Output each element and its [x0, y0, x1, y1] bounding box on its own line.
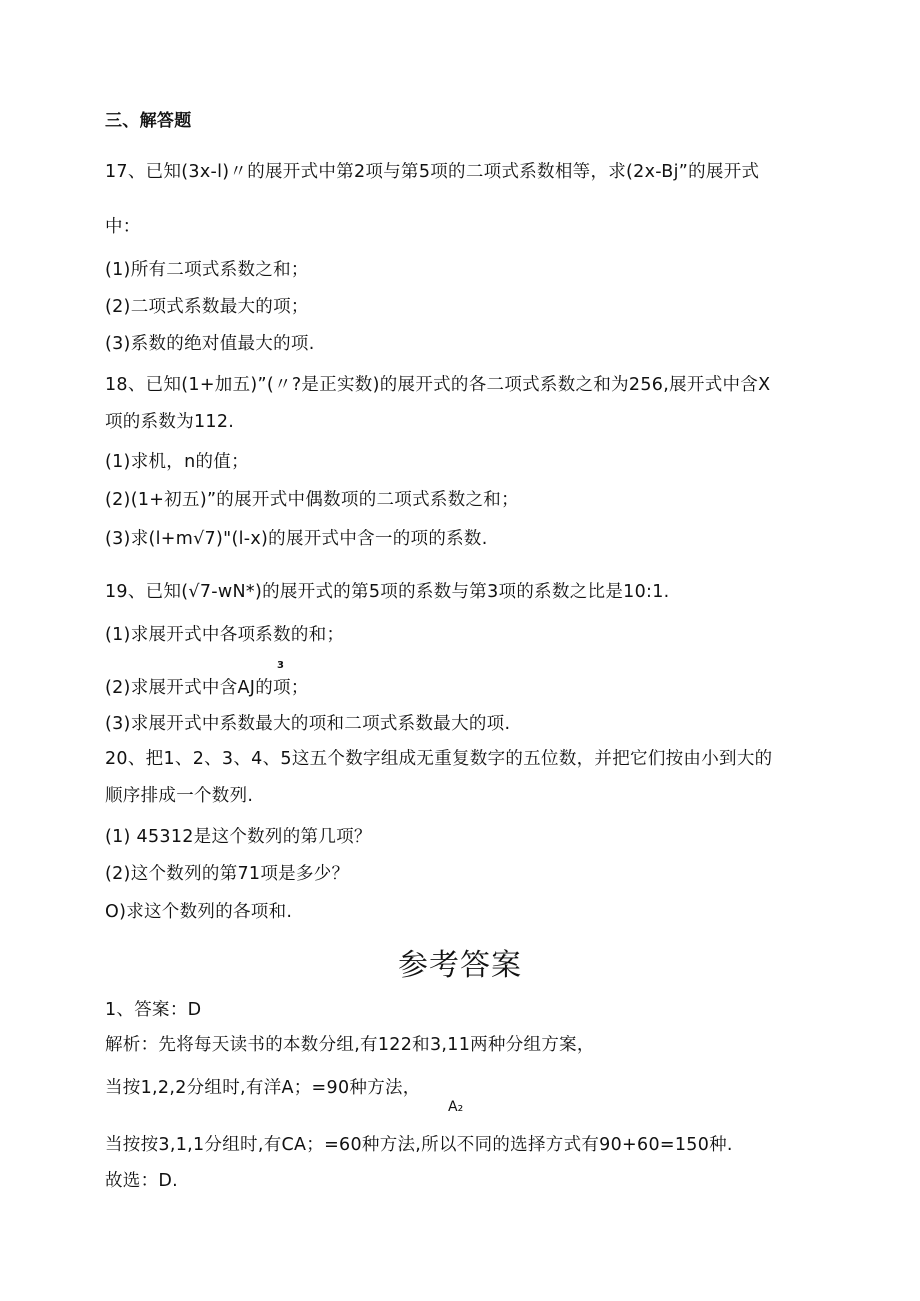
q19-part2-superscript: 3	[277, 660, 284, 671]
q17-part1: (1)所有二项式系数之和；	[105, 260, 309, 280]
q17-stem-line2: 中：	[105, 217, 141, 237]
q19-part1: (1)求展开式中各项系数的和；	[105, 625, 345, 645]
q19-part2: (2)求展开式中含AJ的项；	[105, 678, 309, 698]
answer1-line1: 1、答案：D	[105, 1000, 202, 1020]
answer1-line3-subscript: A₂	[448, 1099, 464, 1115]
q17-stem-line1: 17、已知(3x-l)〃的展开式中第2项与第5项的二项式系数相等，求(2x-Bj”的展开式	[105, 162, 760, 182]
q20-stem-line2: 顺序排成一个数列.	[105, 786, 254, 806]
q19-stem: 19、已知(√7-wN*)的展开式的第5项的系数与第3项的系数之比是10:1.	[105, 582, 670, 602]
section-heading: 三、解答题	[105, 111, 192, 131]
q20-part1: (1) 45312是这个数列的第几项？	[105, 827, 372, 847]
q20-part2: (2)这个数列的第71项是多少？	[105, 864, 350, 884]
q18-part2: (2)(1+初五)”的展开式中偶数项的二项式系数之和；	[105, 490, 519, 510]
q19-part3: (3)求展开式中系数最大的项和二项式系数最大的项.	[105, 714, 511, 734]
q17-part3: (3)系数的绝对值最大的项.	[105, 334, 315, 354]
answer1-line5: 故选：D.	[105, 1171, 179, 1191]
q18-part3: (3)求(l+m√7)"(l-x)的展开式中含一的项的系数.	[105, 529, 488, 549]
answer1-line3: 当按1,2,2分组时,有洋A；=90种方法，	[105, 1078, 421, 1098]
answer1-line4: 当按按3,1,1分组时,有CA；=60种方法,所以不同的选择方式有90+60=150种.	[105, 1135, 733, 1155]
q17-part2: (2)二项式系数最大的项；	[105, 297, 309, 317]
q18-stem-line1: 18、已知(1+加五)”(〃?是正实数)的展开式的各二项式系数之和为256,展开式中含X	[105, 375, 771, 395]
answer1-line2: 解析：先将每天读书的本数分组,有122和3,11两种分组方案，	[105, 1035, 595, 1055]
q18-part1: (1)求机，n的值；	[105, 452, 249, 472]
q18-stem-line2: 项的系数为112.	[105, 412, 235, 432]
answers-title: 参考答案	[398, 948, 522, 983]
q20-stem-line1: 20、把1、2、3、4、5这五个数字组成无重复数字的五位数，并把它们按由小到大的	[105, 749, 773, 769]
q20-part3: O)求这个数列的各项和.	[105, 902, 293, 922]
